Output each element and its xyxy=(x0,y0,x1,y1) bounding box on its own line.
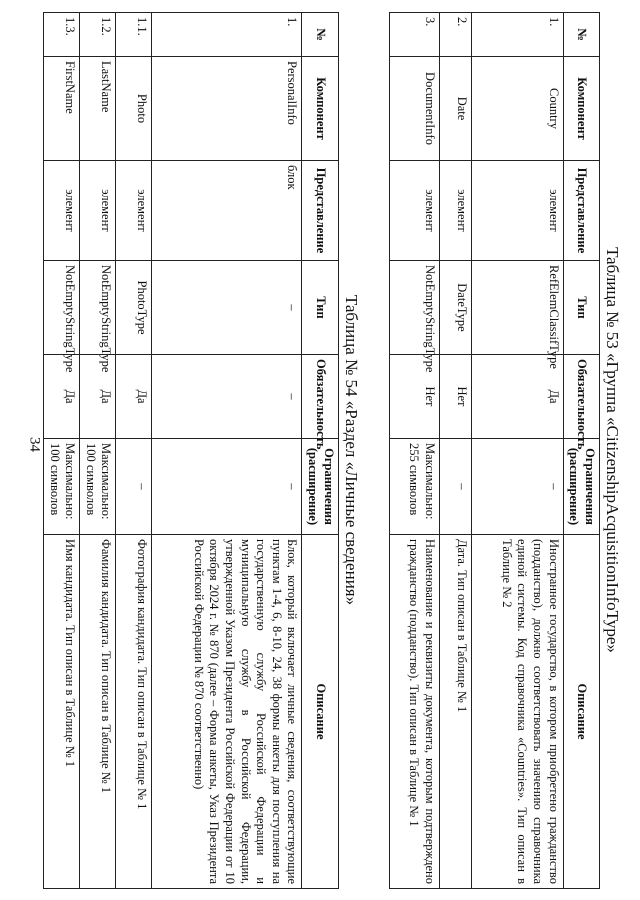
cell-required: Нет xyxy=(439,355,471,439)
cell-required: Нет xyxy=(389,355,439,439)
cell-component: DocumentInfo xyxy=(389,57,439,161)
cell-representation: элемент xyxy=(439,161,471,261)
table-row xyxy=(439,13,471,889)
cell-type: NotEmptyStringType xyxy=(80,261,116,355)
cell-description: Фамилия кандидата. Тип описан в Таблице № 1 xyxy=(80,535,116,889)
cell-restrictions: Максимально: 100 символов xyxy=(44,439,80,535)
table-54-title: Таблица № 54 «Раздел «Личные сведения» xyxy=(341,294,361,606)
cell-representation: элемент xyxy=(471,161,563,261)
header-component: Компонент xyxy=(563,57,599,161)
header-representation: Представление xyxy=(563,161,599,261)
cell-num: 1. xyxy=(152,13,302,57)
cell-num: 1.2. xyxy=(80,13,116,57)
cell-component: Date xyxy=(439,57,471,161)
table-54-header-row xyxy=(302,13,338,889)
header-required: Обязательность xyxy=(563,355,599,439)
cell-required: Да xyxy=(116,355,152,439)
cell-component: PersonalInfo xyxy=(152,57,302,161)
cell-type: DateType xyxy=(439,261,471,355)
cell-required: – xyxy=(152,355,302,439)
table-row xyxy=(80,13,116,889)
table-row xyxy=(389,13,439,889)
cell-description: Иностранное государство, в котором приобретено гражданство (подданство), должно соответствовать значению справочника единой системы. Код справочника «Countries». Тип описан в Таблице № 2 xyxy=(471,535,563,889)
cell-type: NotEmptyStringType xyxy=(389,261,439,355)
header-type: Тип xyxy=(302,261,338,355)
rotated-page-content xyxy=(47,12,624,888)
cell-num: 2. xyxy=(439,13,471,57)
cell-representation: блок xyxy=(152,161,302,261)
cell-representation: элемент xyxy=(80,161,116,261)
table-53 xyxy=(389,12,600,889)
page-number: 34 xyxy=(26,437,43,452)
table-53-title: Таблица № 53 «Группа «CitizenshipAcquisitionInfoType» xyxy=(603,247,622,653)
cell-restrictions: – xyxy=(152,439,302,535)
cell-description: Имя кандидата. Тип описан в Таблице № 1 xyxy=(44,535,80,889)
header-type: Тип xyxy=(563,261,599,355)
header-num: № xyxy=(302,13,338,57)
cell-representation: элемент xyxy=(44,161,80,261)
cell-component: Country xyxy=(471,57,563,161)
cell-restrictions: – xyxy=(439,439,471,535)
cell-restrictions: – xyxy=(471,439,563,535)
table-row xyxy=(152,13,302,889)
header-description: Описание xyxy=(302,535,338,889)
cell-description: Наименование и реквизиты документа, которым подтверждено гражданство (подданство). Тип описан в Таблице № 1 xyxy=(389,535,439,889)
cell-num: 3. xyxy=(389,13,439,57)
header-description: Описание xyxy=(563,535,599,889)
cell-num: 1.3. xyxy=(44,13,80,57)
header-restrictions: Ограничения (расширение) xyxy=(302,439,338,535)
cell-type: – xyxy=(152,261,302,355)
table-53-header-row xyxy=(563,13,599,889)
cell-restrictions: Максимально: 255 символов xyxy=(389,439,439,535)
cell-num: 1.1. xyxy=(116,13,152,57)
cell-required: Да xyxy=(80,355,116,439)
cell-required: Да xyxy=(471,355,563,439)
cell-component: FirstName xyxy=(44,57,80,161)
header-component: Компонент xyxy=(302,57,338,161)
cell-description: Фотография кандидата. Тип описан в Таблице № 1 xyxy=(116,535,152,889)
cell-type: NotEmptyStringType xyxy=(44,261,80,355)
cell-representation: элемент xyxy=(116,161,152,261)
cell-restrictions: – xyxy=(116,439,152,535)
header-required: Обязательность xyxy=(302,355,338,439)
cell-component: Photo xyxy=(116,57,152,161)
cell-component: LastName xyxy=(80,57,116,161)
table-row xyxy=(116,13,152,889)
cell-type: PhotoType xyxy=(116,261,152,355)
table-54 xyxy=(43,12,339,889)
cell-description: Дата. Тип описан в Таблице № 1 xyxy=(439,535,471,889)
cell-required: Да xyxy=(44,355,80,439)
cell-representation: элемент xyxy=(389,161,439,261)
table-row xyxy=(471,13,563,889)
header-restrictions: Ограничения (расширение) xyxy=(563,439,599,535)
cell-restrictions: Максимально: 100 символов xyxy=(80,439,116,535)
table-row xyxy=(44,13,80,889)
cell-num: 1. xyxy=(471,13,563,57)
cell-type: RefElemClassifType xyxy=(471,261,563,355)
header-num: № xyxy=(563,13,599,57)
cell-description: Блок, который включает личные сведения, соответствующие пунктам 1-4, 6, 8-10, 24, 38 формы анкеты для поступления на государственную службу Российской Федерации и муниципальную службу в Российской Федерации, утвержденной Указом Президента Российской Федерации от 10 октября 2024 г. № 870 (далее – Форма анкеты, Указ Президента Российской Федерации № 870 соответственно) xyxy=(152,535,302,889)
header-representation: Представление xyxy=(302,161,338,261)
